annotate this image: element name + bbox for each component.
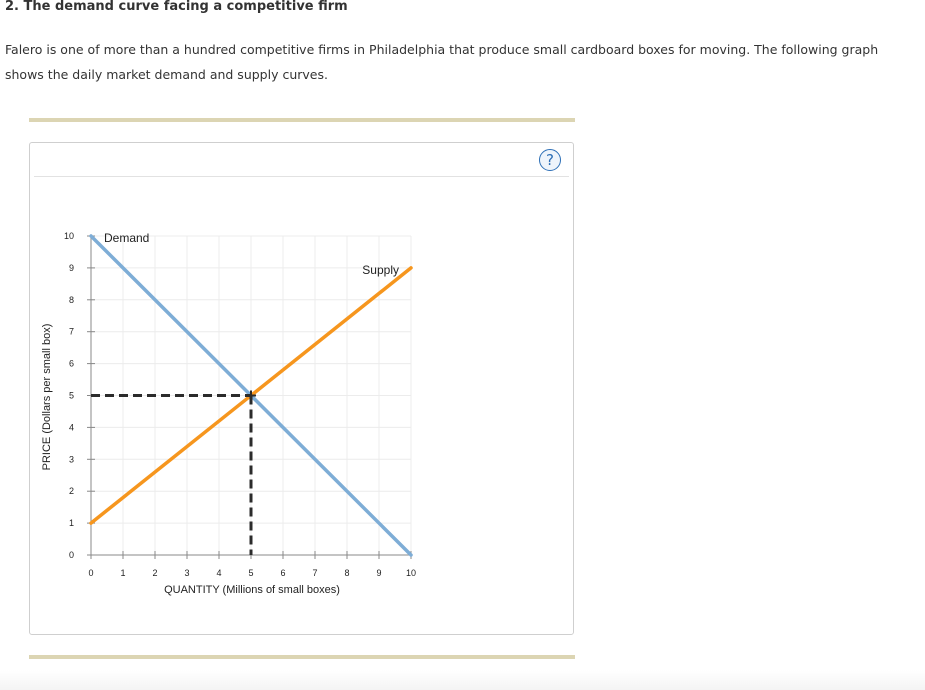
y-tick-label: 8 [68, 294, 74, 305]
y-tick-label: 10 [63, 231, 74, 241]
x-tick-label: 10 [405, 568, 417, 578]
y-tick-label: 1 [68, 518, 74, 529]
y-tick-label: 9 [68, 262, 74, 273]
question-title: 2. The demand curve facing a competitive firm [5, 0, 348, 14]
y-tick-label: 7 [68, 326, 74, 337]
x-tick-label: 0 [88, 568, 94, 578]
y-tick-label: 3 [68, 454, 74, 465]
page-footer-fade [0, 670, 925, 690]
help-icon[interactable]: ? [539, 149, 561, 171]
x-axis-title: QUANTITY (Millions of small boxes) [164, 584, 340, 596]
y-tick-label: 6 [68, 358, 74, 369]
x-tick-label: 2 [152, 568, 158, 578]
demand-label: Demand [104, 231, 150, 245]
x-tick-label: 6 [280, 568, 286, 578]
y-tick-label: 2 [68, 486, 74, 497]
x-tick-label: 7 [312, 568, 318, 578]
x-tick-label: 3 [184, 568, 190, 578]
bottom-divider [29, 655, 575, 659]
equilibrium-guides [91, 391, 256, 556]
y-axis-title: PRICE (Dollars per small box) [41, 323, 53, 471]
question-text: Falero is one of more than a hundred competitive firms in Philadelphia that produce small cardboard boxes for moving. The following graph shows the daily market demand and supply curves. [5, 42, 879, 82]
x-tick-label: 5 [248, 568, 254, 578]
x-tick-label: 9 [376, 568, 382, 578]
supply-label: Supply [362, 262, 399, 277]
x-tick-label: 1 [120, 568, 126, 578]
y-tick-label: 4 [68, 422, 74, 433]
y-tick-label: 0 [68, 550, 74, 560]
x-tick-label: 8 [344, 568, 350, 578]
x-tick-label: 4 [216, 568, 222, 578]
y-tick-label: 5 [68, 390, 74, 401]
